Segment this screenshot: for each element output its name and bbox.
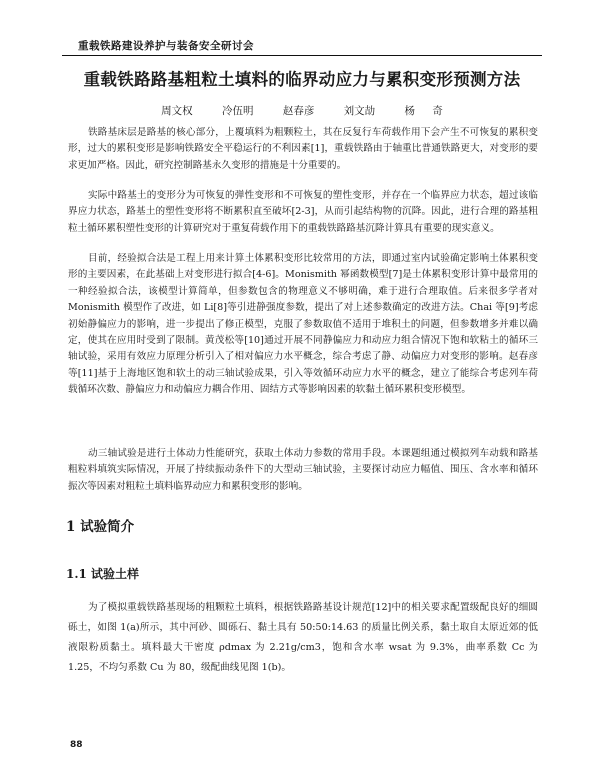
author: 周文权 [161,105,193,117]
author-list [60,103,544,118]
body-paragraph: 动三轴试验是进行土体动力性能研究，获取土体动力参数的常用手段。本课题组通过模拟列车动载和路基粗粒料填筑实际情况，开展了持续振动条件下的大型动三轴试验，主要探讨动应力幅值、围压、含水率和循环振次等因素对粗粒土填料临界动应力和累积变形的影响。 [68,448,538,492]
author: 杨 奇 [404,105,443,117]
paper-title: 重载铁路路基粗粒土填料的临界动应力与累积变形预测方法 [83,70,521,89]
author: 赵春彦 [282,105,315,117]
author: 冷伍明 [221,105,254,117]
running-header: 重载铁路建设养护与装备安全研讨会 [78,40,254,52]
body-paragraph: 目前，经验拟合法是工程上用来计算土体累积变形比较常用的方法，即通过室内试验确定影响土体累积变形的主要因素，在此基础上对变形进行拟合[4-6]。Monismith 幂函数模型[7]是土体累积变形计算中最常用的一种经验拟合法，该模型计算简单，但参数包含的物理意义不够明确，难于进行合理取值。后来很多学者对 Monismith 模型作了改进，如 Li[8]等引进静强度参数，提出了对上述参数确定的改进方法。Chai 等[9]考虑初始静偏应力的影响，进一步提出了修正模型，克服了参数取值不适用于堆积土的问题，但参数增多并难以确定，使其在应用时受到了限制。黄茂松等[10]通过开展不同静偏应力和动应力组合情况下饱和软粘土的循环三轴试验，采用有效应力原理分析引入了相对偏应力水平概念，综合考虑了静、动偏应力对变形的影响。赵春彦等[11]基于上海地区饱和软土的动三轴试验成果，引入等效循环动应力水平的概念，建立了能综合考虑列车荷载循环次数、静偏应力和动偏应力耦合作用、固结方式等影响因素的软黏土循环累积变形模型。 [68,253,538,396]
header-rule [62,55,542,56]
subsection-heading: 1.1 试验土样 [66,567,140,581]
body-paragraph: 为了模拟重载铁路基现场的粗颗粒土填料，根据铁路路基设计规范[12]中的相关要求配置级配良好的细圆砾土，如图 1(a)所示，其中河砂、圆砾石、黏土具有 50:50:14.63 的质量比例关系，黏土取自太原近郊的低液限粉质黏土。填料最大干密度 ρdmax 为 2.21g/cm3，饱和含水率 wsat 为 9.3%，曲率系数 Cc 为 1.25，不均匀系数 Cu 为 80，级配曲线见图 1(b)。 [68,602,538,673]
body-paragraph: 实际中路基土的变形分为可恢复的弹性变形和不可恢复的塑性变形，并存在一个临界应力状态，超过该临界应力状态，路基土的塑性变形将不断累积直至破坏[2-3]，从而引起结构物的沉降。因此，进行合理的路基粗粒土循环累积塑性变形的计算研究对于重复荷载作用下的重载铁路路基沉降计算具有重要的现实意义。 [68,190,538,234]
page-number: 88 [70,740,83,750]
section-heading: 1 试验简介 [66,519,135,535]
author: 刘文劼 [343,105,376,117]
body-paragraph: 铁路基床层是路基的核心部分，上覆填料为粗颗粒土，其在反复行车荷载作用下会产生不可恢复的累积变形，过大的累积变形是影响铁路安全平稳运行的不利因素[1]，重载铁路由于轴重比普通铁路更大，对变形的要求更加严格。因此，研究控制路基永久变形的措施是十分重要的。 [68,127,538,171]
